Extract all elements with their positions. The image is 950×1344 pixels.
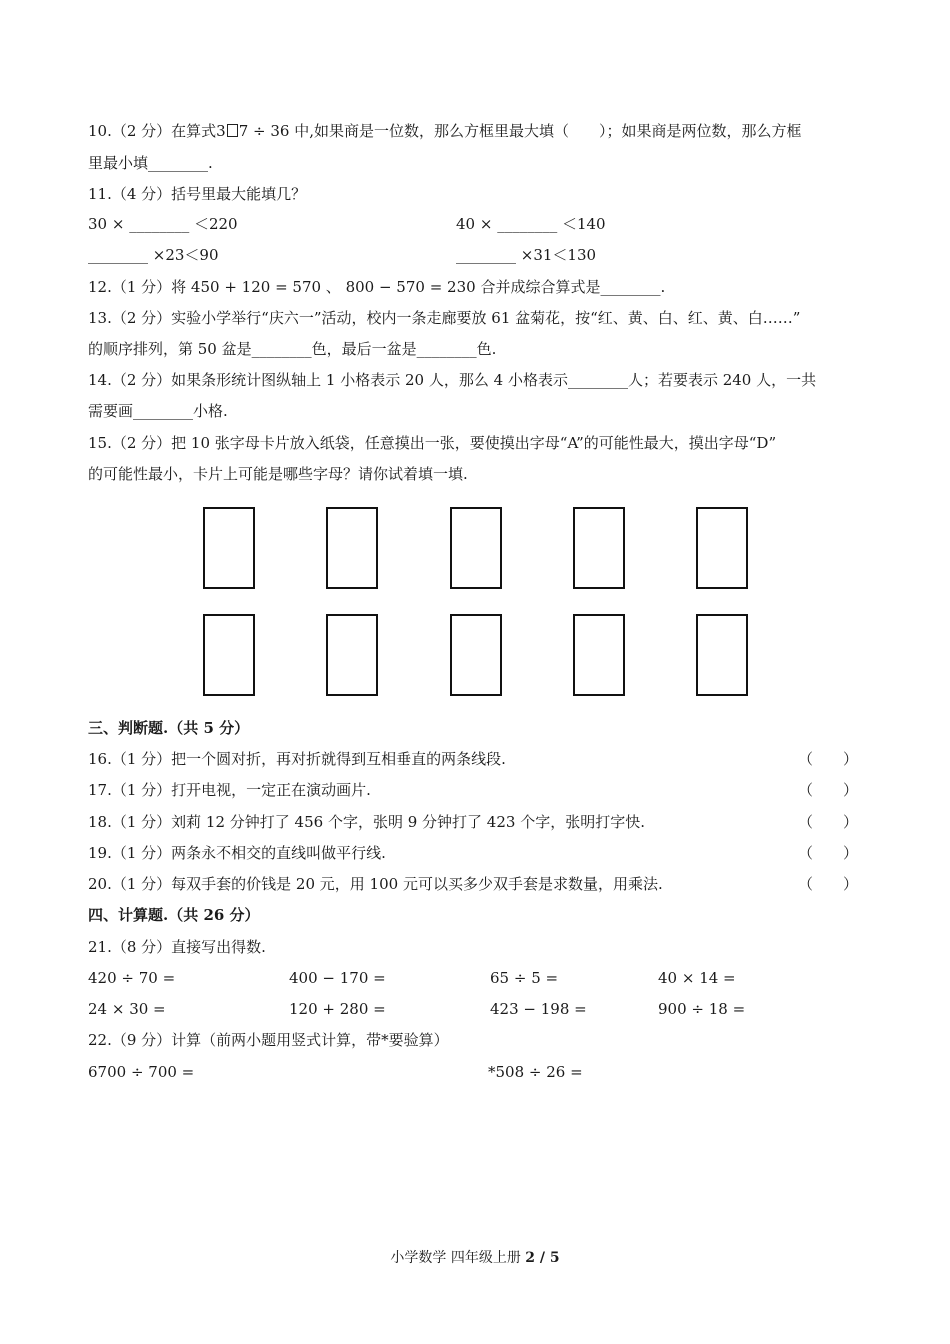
answer-paren[interactable]: （ ） [798, 750, 859, 768]
q17: 17.（1 分）打开电视，一定正在演动画片. [88, 781, 371, 799]
q16: 16.（1 分）把一个圆对折，再对折就得到互相垂直的两条线段. [88, 750, 506, 768]
q15-line2: 的可能性最小，卡片上可能是哪些字母？请你试着填一填. [88, 465, 468, 483]
letter-card[interactable] [450, 507, 502, 589]
letter-card[interactable] [573, 507, 625, 589]
answer-paren[interactable]: （ ） [798, 844, 859, 862]
q21-title: 21.（8 分）直接写出得数. [88, 938, 266, 956]
q18: 18.（1 分）刘莉 12 分钟打了 456 个字，张明 9 分钟打了 423 个字，张明打字快. [88, 813, 645, 831]
q21-expr: 900 ÷ 18 = [658, 1000, 746, 1018]
q21-expr: 120 + 280 = [289, 1000, 386, 1018]
q15-line1: 15.（2 分）把 10 张字母卡片放入纸袋，任意摸出一张，要使摸出字母“A”的可能性最大，摸出字母“D” [88, 434, 777, 452]
letter-card[interactable] [450, 614, 502, 696]
q22-b: *508 ÷ 26 = [488, 1063, 583, 1081]
section4-title: 四、计算题.（共 26 分） [88, 906, 260, 924]
q20: 20.（1 分）每双手套的价钱是 20 元，用 100 元可以买多少双手套是求数量，用乘法. [88, 875, 663, 893]
answer-paren[interactable]: （ ） [798, 813, 859, 831]
answer-paren[interactable]: （ ） [798, 875, 859, 893]
q13-line2: 的顺序排列，第 50 盆是________色，最后一盆是________色. [88, 340, 497, 358]
letter-card[interactable] [573, 614, 625, 696]
q12: 12.（1 分）将 450 + 120 = 570 、 800 − 570 = 230 合并成综合算式是________. [88, 278, 666, 296]
letter-card[interactable] [696, 614, 748, 696]
q14-line2: 需要画________小格. [88, 402, 228, 420]
q11-a: 30 × ________ ＜220 [88, 215, 238, 233]
q10-text-a: 10.（2 分）在算式3 [88, 122, 226, 140]
section3-title: 三、判断题.（共 5 分） [88, 719, 250, 737]
q21-expr: 400 − 170 = [289, 969, 386, 987]
page-number: 2 / 5 [525, 1250, 560, 1266]
q10-line2: 里最小填________. [88, 154, 213, 172]
q11-c: ________ ×23＜90 [88, 246, 219, 264]
q21-expr: 65 ÷ 5 = [490, 969, 559, 987]
q22-title: 22.（9 分）计算（前两小题用竖式计算，带*要验算） [88, 1031, 449, 1049]
footer-text: 小学数学 四年级上册 [390, 1250, 526, 1266]
q11-b: 40 × ________ ＜140 [456, 215, 606, 233]
q21-expr: 40 × 14 = [658, 969, 736, 987]
letter-card[interactable] [203, 507, 255, 589]
q14-line1: 14.（2 分）如果条形统计图纵轴上 1 小格表示 20 人，那么 4 小格表示________人；若要表示 240 人，一共 [88, 371, 817, 389]
blank-box-icon [227, 124, 238, 137]
q13-line1: 13.（2 分）实验小学举行“庆六一”活动，校内一条走廊要放 61 盆菊花，按“红、黄、白、红、黄、白……” [88, 309, 801, 327]
q11-title: 11.（4 分）括号里最大能填几？ [88, 185, 307, 203]
q11-d: ________ ×31＜130 [456, 246, 597, 264]
q19: 19.（1 分）两条永不相交的直线叫做平行线. [88, 844, 386, 862]
q21-expr: 24 × 30 = [88, 1000, 166, 1018]
q21-expr: 423 − 198 = [490, 1000, 587, 1018]
page-footer [0, 1247, 950, 1267]
q21-expr: 420 ÷ 70 = [88, 969, 176, 987]
q10-text-b: 7 ÷ 36 中,如果商是一位数，那么方框里最大填（ ）；如果商是两位数，那么方框 [238, 122, 802, 140]
letter-card[interactable] [203, 614, 255, 696]
letter-card[interactable] [326, 614, 378, 696]
q10-line1 [88, 121, 802, 141]
letter-card[interactable] [326, 507, 378, 589]
letter-card[interactable] [696, 507, 748, 589]
answer-paren[interactable]: （ ） [798, 781, 859, 799]
q22-a: 6700 ÷ 700 = [88, 1063, 195, 1081]
